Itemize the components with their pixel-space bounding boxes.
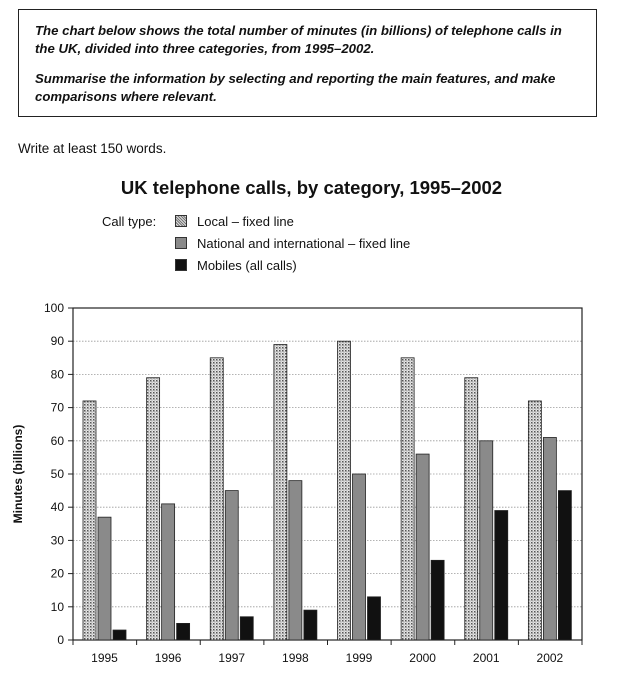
task-paragraph-1: The chart below shows the total number of minutes (in billions) of telephone calls in the UK, divided into three categories, from 1995–2002. bbox=[35, 23, 562, 56]
y-tick-label: 90 bbox=[50, 334, 64, 349]
x-tick-label: 1996 bbox=[154, 651, 182, 665]
bar bbox=[225, 491, 238, 640]
bar bbox=[289, 481, 302, 640]
bar bbox=[113, 630, 126, 640]
bar-chart bbox=[0, 290, 623, 681]
legend-label-mobile: Mobiles (all calls) bbox=[197, 257, 297, 273]
x-tick-label: 2002 bbox=[536, 651, 564, 665]
legend-item-national bbox=[175, 235, 410, 251]
x-tick-label: 1995 bbox=[91, 651, 118, 665]
y-tick-label: 60 bbox=[50, 433, 64, 448]
bar bbox=[431, 560, 444, 640]
bar bbox=[147, 378, 160, 640]
y-tick-label: 10 bbox=[50, 599, 64, 614]
bar bbox=[83, 401, 96, 640]
legend-item-local bbox=[175, 213, 294, 229]
bar bbox=[528, 401, 541, 640]
y-tick-label: 50 bbox=[50, 467, 64, 481]
legend-label-national: National and international – fixed line bbox=[197, 235, 411, 251]
y-tick-label: 100 bbox=[43, 301, 64, 315]
bar bbox=[558, 491, 571, 640]
legend-label-local: Local – fixed line bbox=[197, 213, 294, 229]
bar bbox=[177, 623, 190, 640]
x-tick-label: 1998 bbox=[282, 651, 309, 665]
bar bbox=[304, 610, 317, 640]
legend-swatch-national bbox=[175, 237, 187, 249]
legend-item-mobile bbox=[175, 257, 297, 273]
bar bbox=[162, 504, 175, 640]
y-tick-label: 30 bbox=[50, 533, 64, 548]
y-tick-label: 40 bbox=[50, 500, 64, 515]
bar bbox=[210, 358, 223, 640]
bar bbox=[274, 345, 287, 640]
y-axis-label: Minutes (billions) bbox=[11, 424, 25, 524]
bar bbox=[240, 617, 253, 640]
bar bbox=[416, 454, 429, 640]
bar bbox=[368, 597, 381, 640]
bar bbox=[98, 517, 111, 640]
x-tick-label: 2000 bbox=[409, 651, 436, 665]
bar bbox=[465, 378, 478, 640]
bar bbox=[543, 437, 556, 640]
legend-title: Call type: bbox=[102, 214, 157, 229]
y-tick-label: 0 bbox=[57, 633, 64, 647]
task-box bbox=[18, 9, 597, 117]
bar bbox=[353, 474, 366, 640]
y-tick-label: 20 bbox=[50, 566, 64, 581]
x-tick-label: 2001 bbox=[472, 651, 500, 665]
x-tick-label: 1997 bbox=[218, 651, 246, 665]
legend-swatch-local bbox=[175, 215, 187, 227]
task-paragraph-2: Summarise the information by selecting and reporting the main features, and make comparisons where relevant. bbox=[35, 71, 556, 104]
bar bbox=[480, 441, 493, 640]
chart-title: UK telephone calls, by category, 1995–2002 bbox=[120, 177, 503, 198]
bar bbox=[338, 341, 351, 640]
bar bbox=[401, 358, 414, 640]
x-tick-label: 1999 bbox=[345, 651, 373, 665]
word-count-instruction: Write at least 150 words. bbox=[18, 141, 167, 156]
y-tick-label: 70 bbox=[50, 400, 64, 415]
bar bbox=[495, 511, 508, 640]
legend-swatch-mobile bbox=[175, 259, 187, 271]
y-tick-label: 80 bbox=[50, 367, 64, 382]
